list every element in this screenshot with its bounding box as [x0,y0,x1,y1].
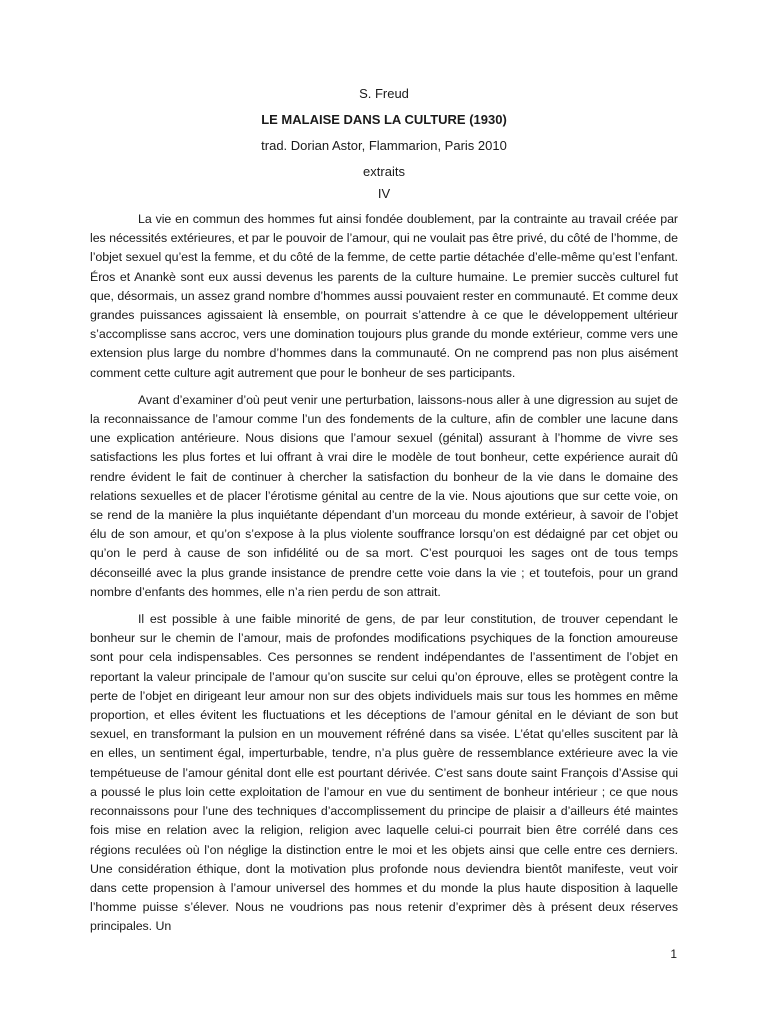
paragraph-3: Il est possible à une faible minorité de gens, de par leur constitution, de trouver cependant le bonheur sur le chemin de l’amour, mais de profondes modifications psychiques de la fonction amoureuse sont pour cela indispensables. Ces personnes se rendent indépendantes de l’assentiment de l’objet en reportant la valeur principale de l’amour qu’on suscite sur celui qu’on éprouve, elles se protègent contre la perte de l’objet en dirigeant leur amour non sur des objets individuels mais sur tous les hommes en même proportion, et elles évitent les fluctuations et les déceptions de l’amour génital en le déviant de son but sexuel, en transformant la pulsion en un mouvement réfréné dans sa visée. L’état qu’elles suscitent par là en elles, un sentiment égal, imperturbable, tendre, n’a plus guère de ressemblance extérieure avec la vie tempétueuse de l’amour génital dont elle est pourtant dérivée. C’est sans doute saint François d’Assise qui a poussé le plus loin cette exploitation de l’amour en vue du sentiment de bonheur intérieur ; ce que nous reconnaissons pour l’une des techniques d’accomplissement du principe de plaisir a d’ailleurs été maintes fois mise en relation avec la religion, religion avec laquelle celui-ci pourrait bien être corrélé dans ces régions reculées où l’on néglige la distinction entre le moi et les objets ainsi que celle entre ces derniers. Une considération éthique, dont la motivation plus profonde nous deviendra bientôt manifeste, veut voir dans cette propension à l’amour universel des hommes et du monde la plus haute disposition à laquelle l’homme puisse s’élever. Nous ne voudrions pas nous retenir d’exprimer dès à présent deux réserves principales. Un [90,612,678,934]
document-title: LE MALAISE DANS LA CULTURE (1930) [261,112,507,127]
section-number: IV [377,186,391,201]
page-number: 1 [670,947,677,961]
document-body [90,210,678,937]
paragraph-1: La vie en commun des hommes fut ainsi fondée doublement, par la contrainte au travail créée par les nécessités extérieures, et par le pouvoir de l’amour, qui ne voulait pas être privé, du côté de l’homme, de l’objet sexuel qu’est la femme, et du côté de la femme, de cette partie détachée d’elle-même qu’est l’enfant. Éros et Anankè sont eux aussi devenus les parents de la culture humaine. Le premier succès culturel fut que, désormais, un assez grand nombre d’hommes aussi pouvaient rester en communauté. Et comme deux grandes puissances agissaient là ensemble, on pourrait s’attendre à ce que le développement ultérieur s’accomplisse sans accroc, vers une domination toujours plus grande du monde extérieur, comme vers une extension plus large du nombre d’hommes dans la communauté. On ne comprend pas non plus aisément comment cette culture agit autrement que pour le bonheur de ses participants. [90,212,678,380]
paragraph-2: Avant d’examiner d’où peut venir une perturbation, laissons-nous aller à une digression au sujet de la reconnaissance de l’amour comme l’un des fondements de la culture, afin de combler une lacune dans une explication antérieure. Nous disions que l’amour sexuel (génital) assurant à l’homme de vivre ses satisfactions les plus fortes et lui offrant à vrai dire le modèle de tout bonheur, cette expérience aurait dû rendre évident le fait de continuer à chercher la satisfaction du bonheur de la vie dans le domaine des relations sexuelles et de placer l’érotisme génital au centre de la vie. Nous ajoutions que sur cette voie, on se rend de la manière la plus inquiétante dépendant d’un morceau du monde extérieur, à savoir de l’objet élu de son amour, et qu’on s’expose à la plus violente souffrance lorsqu’on est dédaigné par cet objet ou qu’on le perd à cause de son infidélité ou de sa mort. C’est pourquoi les sages ont de tous temps déconseillé avec la plus grande insistance de prendre cette voie dans la vie ; et toutefois, pour un grand nombre d’enfants des hommes, elle n’a rien perdu de son attrait. [90,392,678,599]
subtitle: extraits [363,164,405,179]
translation-credit: trad. Dorian Astor, Flammarion, Paris 2010 [261,138,507,153]
author-line: S. Freud [359,86,409,101]
